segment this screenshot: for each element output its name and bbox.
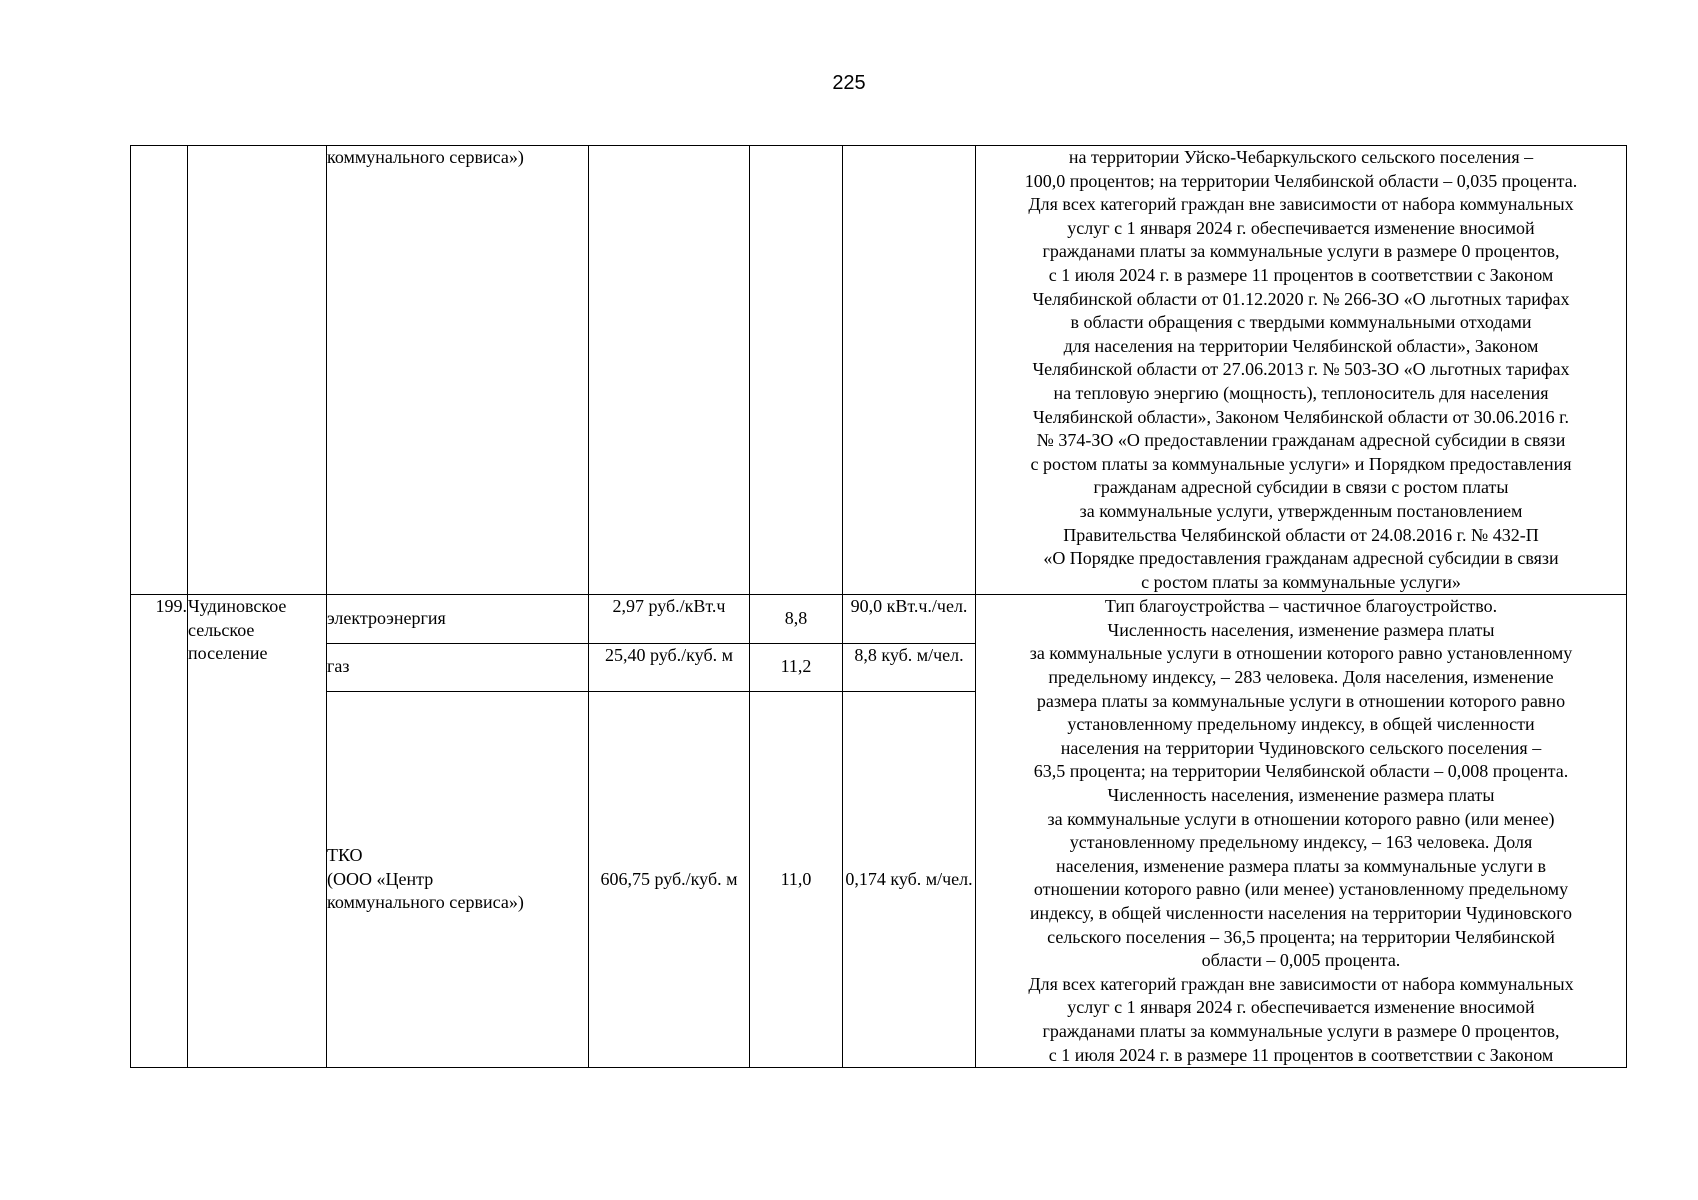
cell-number (131, 146, 188, 595)
cell-index (750, 146, 843, 595)
row-number: 199. (131, 595, 188, 1068)
row-199-electricity (131, 595, 1627, 643)
service-name: электроэнергия (327, 595, 589, 643)
cell-volume (843, 146, 976, 595)
settlement-name: Чудиновское сельское поселение (188, 595, 327, 1068)
row-199-description: Тип благоустройства – частичное благоустройство. Численность населения, изменение размера платы за коммунальные услуги в отношении которого равно установленному предельному индексу, – 283 человека. Доля населения, изменение размера платы за коммунальные услуги в отношении которого равно установленному предельному индексу, в общей численности населения на территории Чудиновского сельского поселения – 63,5 процента; на территории Челябинской области – 0,008 процента. Численность населения, изменение размера платы за коммунальные услуги в отношении которого равно (или менее) установленному предельному индексу, – 163 человека. Доля населения, изменение размера платы за коммунальные услуги в отношении которого равно (или менее) установленному предельному индексу, в общей численности населения на территории Чудиновского сельского поселения – 36,5 процента; на территории Челябинской области – 0,005 процента. Для всех категорий граждан вне зависимости от набора коммунальных услуг с 1 января 2024 г. обеспечивается изменение вносимой гражданами платы за коммунальные услуги в размере 0 процентов, с 1 июля 2024 г. в размере 11 процентов в соответствии с Законом (976, 595, 1627, 1068)
service-tail: коммунального сервиса») (327, 146, 589, 595)
service-name: газ (327, 643, 589, 691)
page-number: 225 (832, 72, 866, 94)
service-name: ТКО (ООО «Центр коммунального сервиса») (327, 691, 589, 1067)
tariff-table (130, 145, 1627, 1068)
index-value: 8,8 (750, 595, 843, 643)
tariff-value: 25,40 руб./куб. м (589, 643, 750, 691)
index-value: 11,0 (750, 691, 843, 1067)
cell-tariff (589, 146, 750, 595)
tariff-value: 2,97 руб./кВт.ч (589, 595, 750, 643)
cell-settlement (188, 146, 327, 595)
continuation-row (131, 146, 1627, 595)
continuation-description: на территории Уйско-Чебаркульского сельского поселения – 100,0 процентов; на территории Челябинской области – 0,035 процента. Для всех категорий граждан вне зависимости от набора коммунальных услуг с 1 января 2024 г. обеспечивается изменение вносимой гражданами платы за коммунальные услуги в размере 0 процентов, с 1 июля 2024 г. в размере 11 процентов в соответствии с Законом Челябинской области от 01.12.2020 г. № 266-ЗО «О льготных тарифах в области обращения с твердыми коммунальными отходами для населения на территории Челябинской области», Законом Челябинской области от 27.06.2013 г. № 503-ЗО «О льготных тарифах на тепловую энергию (мощность), теплоноситель для населения Челябинской области», Законом Челябинской области от 30.06.2016 г. № 374-ЗО «О предоставлении гражданам адресной субсидии в связи с ростом платы за коммунальные услуги» и Порядком предоставления гражданам адресной субсидии в связи с ростом платы за коммунальные услуги, утвержденным постановлением Правительства Челябинской области от 24.08.2016 г. № 432-П «О Порядке предоставления гражданам адресной субсидии в связи с ростом платы за коммунальные услуги» (976, 146, 1627, 595)
tariff-value: 606,75 руб./куб. м (589, 691, 750, 1067)
volume-value: 0,174 куб. м/чел. (843, 691, 976, 1067)
volume-value: 8,8 куб. м/чел. (843, 643, 976, 691)
volume-value: 90,0 кВт.ч./чел. (843, 595, 976, 643)
index-value: 11,2 (750, 643, 843, 691)
